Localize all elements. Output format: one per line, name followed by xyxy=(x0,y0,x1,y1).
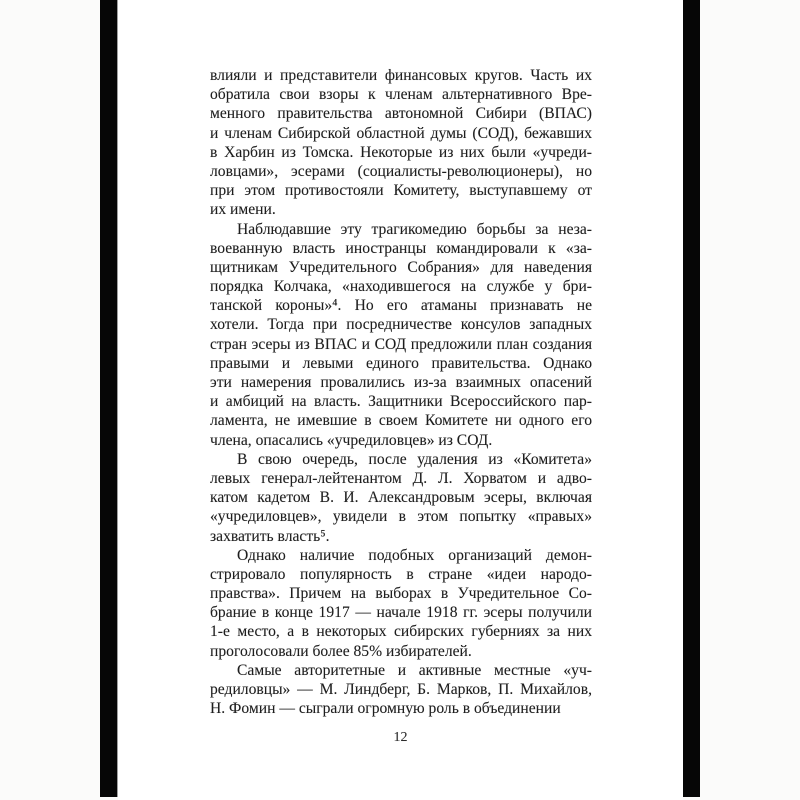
text-line: Самые авторитетные и активные местные «уч- xyxy=(237,661,592,679)
text-line: порядка Колчака, «находившегося на службе у бри- xyxy=(210,278,592,296)
paragraph xyxy=(210,546,592,661)
text-line: ламента, не имевшие в своем Комитете ни одного его xyxy=(210,412,592,430)
text-line: 1-е место, а в некоторых сибирских губерниях за них xyxy=(210,623,592,641)
paragraph xyxy=(210,661,592,719)
text-line: правства». Причем на выборах в Учредительное Со- xyxy=(210,585,592,603)
text-line: катом кадетом В. И. Александровым эсеры, включая xyxy=(210,489,592,507)
paragraph xyxy=(210,66,592,220)
text-line: захватить власть⁵. xyxy=(210,527,330,545)
text-line: воеванную власть иностранцы командировали к «за- xyxy=(210,239,592,257)
text-line: обратила свои взоры к членам альтернативного Вре- xyxy=(210,86,592,104)
paragraph xyxy=(210,450,592,546)
text-line: правыми и левыми единого правительства. Однако xyxy=(210,354,592,372)
text-line: влияли и представители финансовых кругов. Часть их xyxy=(210,67,592,84)
text-line: Н. Фомин — сыграли огромную роль в объединении xyxy=(210,700,561,718)
text-line: Однако наличие подобных организаций демон- xyxy=(237,546,592,564)
text-line: стрировало популярность в стране «идеи народо- xyxy=(210,565,592,583)
text-line: в Харбин из Томска. Некоторые из них были «учреди- xyxy=(210,143,592,161)
book-edge-left xyxy=(100,0,117,797)
text-line: и амбиций на власть. Защитники Всероссийского пар- xyxy=(210,393,592,411)
text-line: эти намерения провалились из-за взаимных опасений xyxy=(210,374,592,391)
page-text xyxy=(210,66,592,718)
text-line: Наблюдавшие эту трагикомедию борьбы за неза- xyxy=(237,220,592,238)
text-line: «учредиловцев», увидели в этом попытку «правых» xyxy=(210,508,592,526)
text-line: стран эсеры из ВПАС и СОД предложили план создания xyxy=(210,335,592,353)
text-line: ловцами», эсерами (социалисты-революционеры), но xyxy=(210,162,592,180)
text-line: хотели. Тогда при посредничестве консулов западных xyxy=(210,316,592,334)
paragraph xyxy=(210,220,592,450)
text-line: менного правительства автономной Сибири (ВПАС) xyxy=(210,105,592,123)
text-line: танской короны»⁴. Но его атаманы признавать не xyxy=(210,297,592,315)
text-line: В свою очередь, после удаления из «Комитета» xyxy=(237,450,592,468)
text-line: левых генерал-лейтенантом Д. Л. Хорватом и адво- xyxy=(210,469,592,487)
text-line: члена, опасались «учредиловцев» из СОД. xyxy=(210,431,493,449)
text-line: при этом противостояли Комитету, выступавшему от xyxy=(210,182,592,200)
text-line: брание в конце 1917 — начале 1918 гг. эсеры получили xyxy=(210,604,592,622)
text-line: проголосовали более 85% избирателей. xyxy=(210,642,472,660)
text-line: и членам Сибирской областной думы (СОД), бежавших xyxy=(210,124,592,142)
book-page xyxy=(118,0,683,800)
text-line: щитникам Учредительного Собрания» для наведения xyxy=(210,258,592,276)
page-number: 12 xyxy=(393,730,408,745)
text-line: их имени. xyxy=(210,201,276,219)
book-edge-right xyxy=(683,0,700,797)
text-line: редиловцы» — М. Линдберг, Б. Марков, П. Михайлов, xyxy=(210,681,592,698)
